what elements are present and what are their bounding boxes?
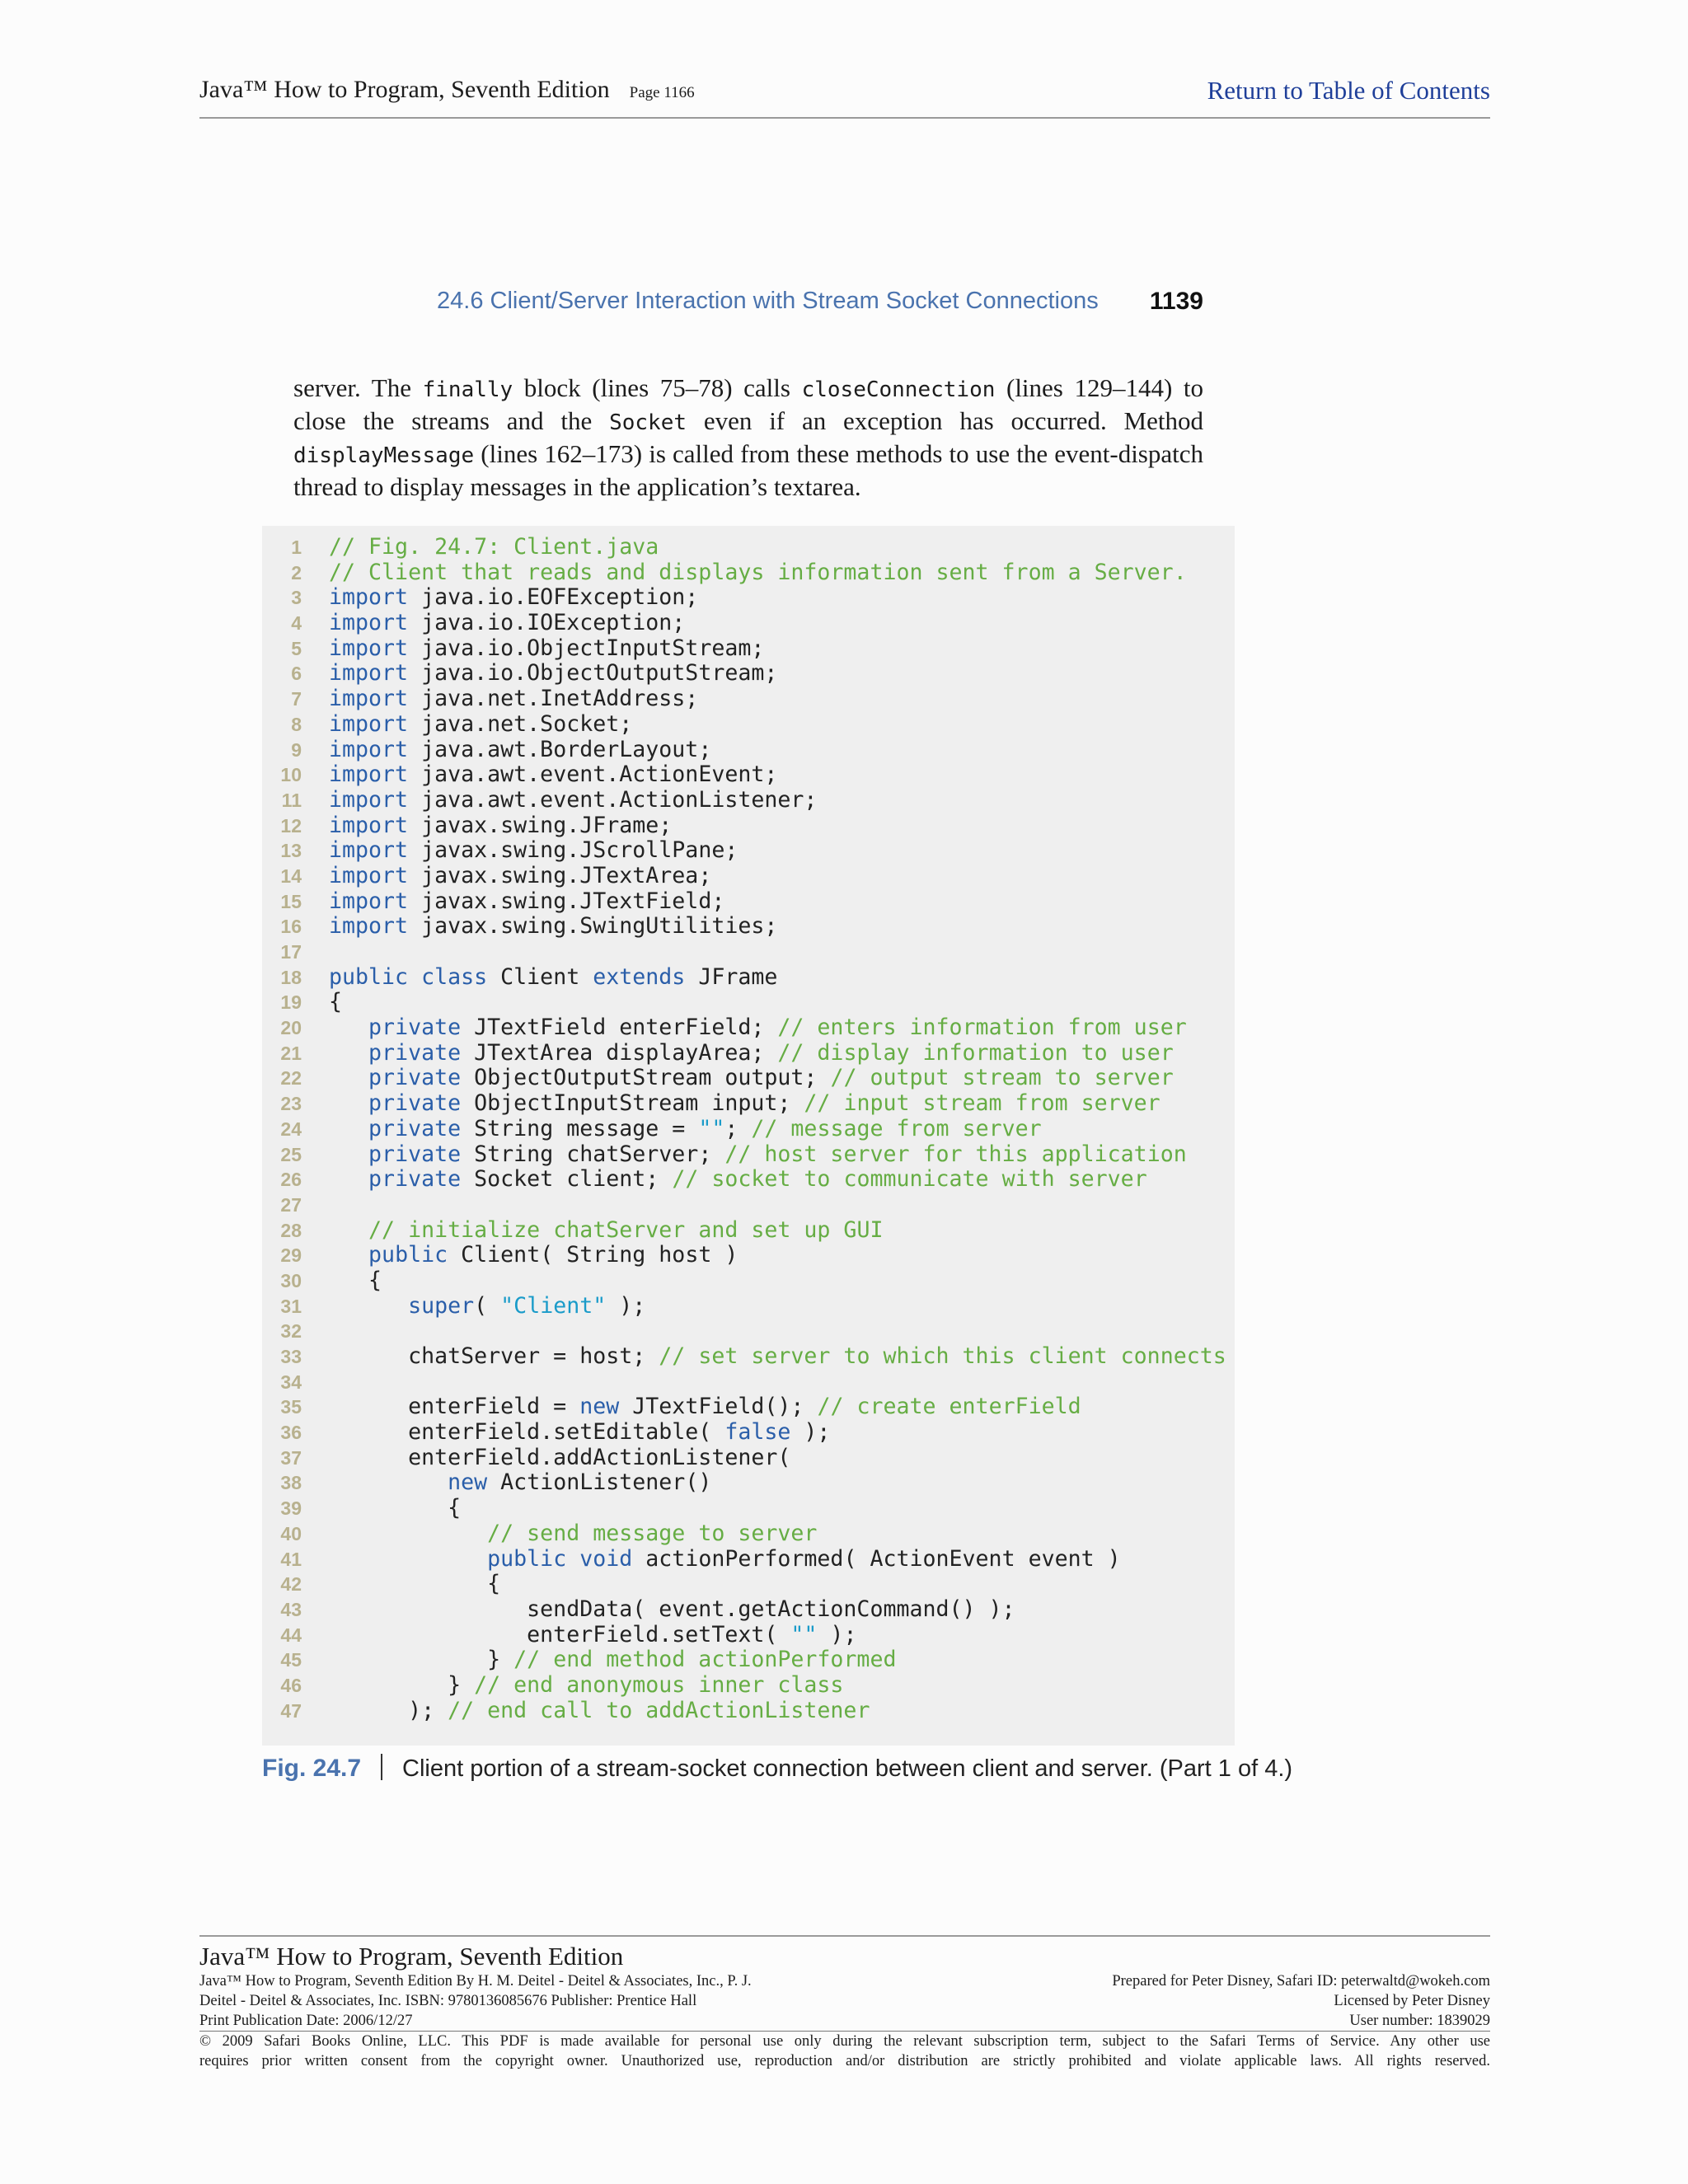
code-line [262, 1623, 1226, 1648]
code-text: { [329, 1571, 501, 1597]
code-text: public Client( String host ) [368, 1242, 738, 1268]
header-book-title [199, 76, 695, 104]
line-number: 38 [280, 1472, 302, 1494]
line-number: 46 [280, 1674, 302, 1696]
line-number: 39 [280, 1497, 302, 1520]
code-text: public class Client extends JFrame [329, 963, 778, 990]
figure-caption [262, 1754, 1293, 1783]
code-line [262, 1268, 1226, 1294]
code-closeConnection: closeConnection [801, 377, 996, 402]
line-number: 45 [280, 1649, 302, 1671]
code-line [262, 1647, 1226, 1673]
code-line [262, 1294, 1226, 1319]
code-line [262, 940, 1226, 965]
code-line [262, 1572, 1226, 1597]
line-number: 17 [280, 941, 302, 963]
code-line [262, 864, 1226, 889]
code-line [262, 738, 1226, 763]
code-text: // Fig. 24.7: Client.java [329, 534, 659, 560]
code-line [262, 838, 1226, 864]
code-text: new ActionListener() [448, 1469, 712, 1496]
line-number: 33 [280, 1346, 302, 1367]
line-number: 35 [280, 1396, 302, 1418]
line-number: 9 [291, 738, 302, 761]
code-line [262, 1344, 1226, 1370]
footer-info [199, 1971, 1490, 2031]
code-line [262, 914, 1226, 940]
footer-title: Java™ How to Program, Seventh Edition [199, 1942, 624, 1971]
book-title: Java™ How to Program, Seventh Edition [199, 76, 610, 103]
line-number: 24 [280, 1118, 302, 1140]
footer-copyright: © 2009 Safari Books Online, LLC. This PDF is made available for personal use only during the relevant subscription term, subject to the Safari Terms of Service. Any other use requires prior written consent from the copyright owner. Unauthorized use, reproduction and/or distribution are strictly prohibited and violate applicable laws. All rights reserved. [199, 2031, 1490, 2071]
code-text: // Client that reads and displays information sent from a Server. [329, 559, 1187, 585]
line-number: 8 [291, 713, 302, 735]
code-text: { [329, 989, 343, 1015]
code-text: } // end method actionPerformed [329, 1647, 897, 1673]
code-text: private String chatServer; // host server for this application [368, 1141, 1187, 1167]
code-text: super( "Client" ); [408, 1292, 646, 1319]
code-line [262, 687, 1226, 712]
page-number: 1139 [1149, 288, 1203, 315]
line-number: 18 [280, 966, 302, 988]
code-text: import javax.swing.JFrame; [329, 812, 673, 838]
line-number: 12 [280, 814, 302, 837]
line-number: 47 [280, 1699, 302, 1722]
line-number: 15 [280, 890, 302, 912]
footer-license-info: Prepared for Peter Disney, Safari ID: peterwaltd@wokeh.com Licensed by Peter Disney User number: 1839029 [1112, 1973, 1490, 2029]
line-number: 1 [291, 537, 302, 558]
footer-rule [199, 1935, 1490, 1937]
header-page-label: Page 1166 [629, 84, 695, 101]
code-text: enterField.setEditable( false ); [329, 1419, 831, 1446]
code-lines [262, 535, 1226, 1723]
code-line [262, 1066, 1226, 1091]
line-number: 31 [280, 1295, 302, 1317]
code-line [262, 889, 1226, 915]
line-number: 10 [280, 764, 302, 786]
code-text: import java.io.ObjectInputStream; [329, 635, 765, 661]
code-line [262, 965, 1226, 991]
page-header [199, 76, 1490, 119]
code-line [262, 1699, 1226, 1724]
line-number: 6 [291, 663, 302, 685]
code-text: // send message to server [487, 1520, 818, 1546]
code-socket: Socket [609, 410, 687, 435]
code-text: import java.awt.event.ActionEvent; [329, 762, 778, 788]
code-line [262, 661, 1226, 687]
figure-label: Fig. 24.7 [262, 1755, 362, 1782]
code-text: import java.net.Socket; [329, 710, 633, 737]
code-line [262, 1370, 1226, 1395]
code-text: import java.io.EOFException; [329, 584, 699, 611]
line-number: 21 [280, 1042, 302, 1064]
code-line [262, 535, 1226, 560]
code-line [262, 788, 1226, 813]
line-number: 27 [280, 1193, 302, 1216]
line-number: 22 [280, 1067, 302, 1090]
code-text: public void actionPerformed( ActionEvent event ) [487, 1545, 1121, 1572]
code-line [262, 1041, 1226, 1066]
code-text: private ObjectInputStream input; // input stream from server [368, 1090, 1160, 1117]
code-text: enterField.addActionListener( [329, 1444, 791, 1470]
code-text: import java.io.IOException; [329, 610, 686, 636]
code-line [262, 1167, 1226, 1193]
code-text: { [329, 1267, 382, 1293]
toc-link[interactable]: Return to Table of Contents [1207, 76, 1490, 105]
code-line [262, 712, 1226, 738]
code-text: enterField = new JTextField(); // create enterField [329, 1394, 1081, 1420]
code-line [262, 1091, 1226, 1117]
code-text: private String message = ""; // message from server [368, 1115, 1042, 1141]
line-number: 14 [280, 865, 302, 887]
code-text: private Socket client; // socket to communicate with server [368, 1166, 1147, 1193]
code-line [262, 762, 1226, 788]
code-line [262, 1117, 1226, 1142]
code-line [262, 1673, 1226, 1699]
line-number: 34 [280, 1371, 302, 1393]
line-number: 29 [280, 1244, 302, 1267]
code-text: private JTextField enterField; // enters information from user [368, 1015, 1187, 1041]
footer-publication-info: Java™ How to Program, Seventh Edition By H. M. Deitel - Deitel & Associates, Inc., P. J. Deitel - Deitel & Associates, Inc. ISBN: 9780136085676 Publisher: Prentice Hall Print Publication Date: 2006/12/27 [199, 1973, 752, 2029]
running-head [437, 288, 1203, 322]
line-number: 13 [280, 840, 302, 862]
code-displayMessage: displayMessage [293, 443, 475, 468]
code-line [262, 560, 1226, 586]
code-line [262, 1015, 1226, 1041]
caption-text: Client portion of a stream-socket connection between client and server. (Part 1 of 4.) [402, 1755, 1293, 1782]
code-text: private ObjectOutputStream output; // output stream to server [368, 1065, 1174, 1091]
code-line [262, 1394, 1226, 1420]
code-line [262, 1243, 1226, 1268]
code-finally: finally [422, 377, 513, 402]
line-number: 32 [280, 1320, 302, 1343]
line-number: 43 [280, 1598, 302, 1620]
line-number: 25 [280, 1143, 302, 1165]
line-number: 11 [281, 789, 302, 811]
line-number: 3 [291, 587, 302, 609]
code-text: import java.io.ObjectOutputStream; [329, 660, 778, 687]
code-listing [262, 526, 1235, 1746]
code-text: private JTextArea displayArea; // display information to user [368, 1039, 1174, 1066]
code-line [262, 636, 1226, 662]
line-number: 30 [280, 1269, 302, 1291]
line-number: 44 [280, 1624, 302, 1646]
line-number: 7 [291, 688, 302, 710]
line-number: 23 [280, 1093, 302, 1115]
code-line [262, 813, 1226, 839]
code-line [262, 1547, 1226, 1572]
line-number: 19 [280, 991, 302, 1014]
code-line [262, 1470, 1226, 1496]
line-number: 28 [280, 1219, 302, 1241]
code-line [262, 1446, 1226, 1471]
code-line [262, 1142, 1226, 1168]
line-number: 16 [280, 916, 302, 938]
line-number: 26 [280, 1169, 302, 1191]
line-number: 4 [291, 612, 302, 635]
code-text: } // end anonymous inner class [329, 1671, 844, 1698]
line-number: 37 [280, 1446, 302, 1469]
code-text: import javax.swing.JScrollPane; [329, 837, 738, 864]
code-text: sendData( event.getActionCommand() ); [329, 1596, 1015, 1622]
code-text: import java.net.InetAddress; [329, 686, 699, 712]
line-number: 36 [280, 1422, 302, 1444]
body-paragraph: server. The finally block (lines 75–78) calls closeConnection (lines 129–144) to close the streams and the Socket even if an exception has occurred. Method displayMessage (lines 162–173) is called from these methods to use the event-dispatch thread to display messages in the application’s textarea. [293, 373, 1203, 501]
code-line [262, 585, 1226, 611]
code-text: { [329, 1495, 462, 1521]
code-line [262, 990, 1226, 1015]
code-line [262, 1193, 1226, 1218]
code-line [262, 1496, 1226, 1521]
code-text: enterField.setText( "" ); [329, 1621, 857, 1647]
code-line [262, 1319, 1226, 1344]
code-text: import java.awt.event.ActionListener; [329, 786, 818, 813]
code-text: ); // end call to addActionListener [329, 1697, 870, 1723]
code-text: import java.awt.BorderLayout; [329, 736, 712, 762]
section-title: 24.6 Client/Server Interaction with Stream Socket Connections [437, 288, 1099, 314]
code-text: chatServer = host; // set server to which this client connects [329, 1343, 1226, 1369]
caption-separator [381, 1754, 382, 1780]
code-text: import javax.swing.JTextField; [329, 888, 725, 914]
line-number: 5 [291, 637, 302, 659]
code-text: import javax.swing.JTextArea; [329, 862, 712, 888]
line-number: 42 [280, 1573, 302, 1596]
line-number: 20 [280, 1017, 302, 1039]
code-text: import javax.swing.SwingUtilities; [329, 913, 778, 940]
line-number: 41 [280, 1548, 302, 1570]
line-number: 40 [280, 1522, 302, 1544]
code-line [262, 1521, 1226, 1547]
code-line [262, 611, 1226, 636]
code-line [262, 1420, 1226, 1446]
code-text: // initialize chatServer and set up GUI [368, 1216, 884, 1243]
line-number: 2 [291, 561, 302, 583]
page-footer [199, 1935, 1490, 2071]
code-line [262, 1218, 1226, 1244]
code-line [262, 1597, 1226, 1623]
